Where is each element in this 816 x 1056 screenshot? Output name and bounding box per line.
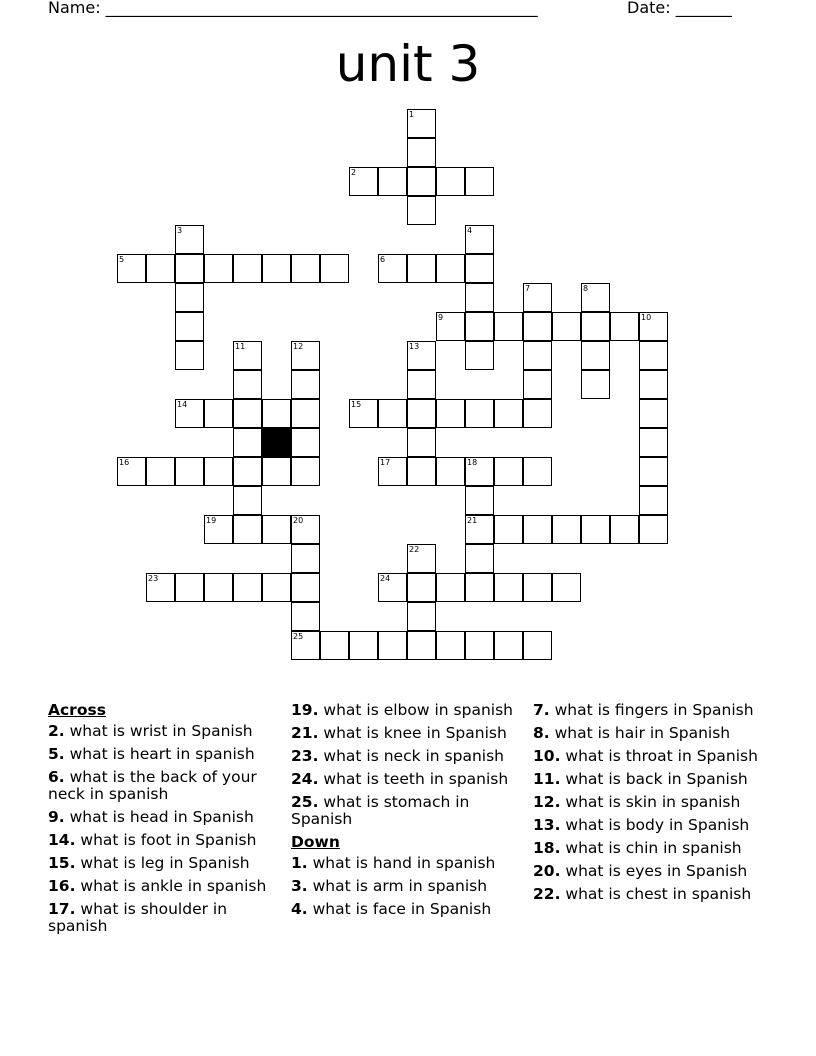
crossword-cell[interactable] bbox=[407, 544, 436, 573]
clue-number: 3 bbox=[177, 226, 183, 235]
clue-number: 4 bbox=[467, 226, 473, 235]
clue-item-text: what is face in Spanish bbox=[312, 900, 492, 918]
crossword-cell[interactable] bbox=[175, 457, 204, 486]
crossword-cell[interactable] bbox=[436, 312, 465, 341]
clue-item-number: 6. bbox=[48, 768, 65, 786]
clue-item-text: what is back in Spanish bbox=[565, 770, 748, 788]
crossword-cell[interactable] bbox=[581, 370, 610, 399]
crossword-cell[interactable] bbox=[436, 399, 465, 428]
clue-item-number: 21. bbox=[291, 724, 319, 742]
clue-item-number: 12. bbox=[533, 793, 561, 811]
clue-item bbox=[291, 725, 523, 742]
clue-item-text: what is hair in Spanish bbox=[554, 724, 731, 742]
clue-item-text: what is heart in spanish bbox=[69, 745, 255, 763]
clue-item-number: 16. bbox=[48, 877, 76, 895]
crossword-cell[interactable] bbox=[175, 283, 204, 312]
crossword-cell[interactable] bbox=[523, 573, 552, 602]
crossword-cell[interactable] bbox=[204, 254, 233, 283]
crossword-cell[interactable] bbox=[175, 341, 204, 370]
clue-item bbox=[291, 855, 523, 872]
crossword-cell[interactable] bbox=[465, 283, 494, 312]
crossword-cell[interactable] bbox=[262, 254, 291, 283]
crossword-cell[interactable] bbox=[523, 399, 552, 428]
crossword-cell[interactable] bbox=[523, 631, 552, 660]
clue-number: 22 bbox=[409, 545, 420, 554]
crossword-cell[interactable] bbox=[320, 631, 349, 660]
clue-item bbox=[533, 748, 765, 765]
crossword-cell[interactable] bbox=[407, 602, 436, 631]
crossword-cell[interactable] bbox=[378, 167, 407, 196]
crossword-cell[interactable] bbox=[523, 370, 552, 399]
crossword-cell[interactable] bbox=[291, 428, 320, 457]
crossword-cell[interactable] bbox=[233, 399, 262, 428]
clue-item-number: 3. bbox=[291, 877, 308, 895]
clue-item-number: 17. bbox=[48, 900, 76, 918]
clue-item bbox=[48, 809, 280, 826]
clue-item-text: what is elbow in spanish bbox=[323, 701, 513, 719]
crossword-cell[interactable] bbox=[175, 254, 204, 283]
crossword-cell[interactable] bbox=[436, 573, 465, 602]
clue-number: 19 bbox=[206, 516, 217, 525]
clue-item-text: what is skin in spanish bbox=[565, 793, 741, 811]
clue-number: 6 bbox=[380, 255, 386, 264]
crossword-cell[interactable] bbox=[581, 312, 610, 341]
clue-item-number: 14. bbox=[48, 831, 76, 849]
clue-item-text: what is the back of your neck in spanish bbox=[48, 768, 257, 803]
crossword-cell[interactable] bbox=[639, 515, 668, 544]
crossword-cell[interactable] bbox=[465, 167, 494, 196]
crossword-cell[interactable] bbox=[610, 515, 639, 544]
clue-item-number: 2. bbox=[48, 722, 65, 740]
crossword-cell[interactable] bbox=[291, 544, 320, 573]
date-field[interactable]: Date: _______ bbox=[627, 0, 732, 17]
clue-item-text: what is throat in Spanish bbox=[565, 747, 758, 765]
crossword-cell[interactable] bbox=[204, 515, 233, 544]
crossword-cell[interactable] bbox=[465, 515, 494, 544]
crossword-cell[interactable] bbox=[523, 457, 552, 486]
crossword-cell[interactable] bbox=[494, 312, 523, 341]
across-heading: Across bbox=[48, 701, 106, 719]
clue-number: 21 bbox=[467, 516, 478, 525]
clue-number: 5 bbox=[119, 255, 125, 264]
clue-number: 14 bbox=[177, 400, 188, 409]
crossword-cell[interactable] bbox=[204, 399, 233, 428]
clue-number: 15 bbox=[351, 400, 362, 409]
clue-item bbox=[291, 878, 523, 895]
crossword-cell[interactable] bbox=[175, 225, 204, 254]
crossword-cell[interactable] bbox=[465, 544, 494, 573]
clue-item bbox=[533, 702, 765, 719]
crossword-cell[interactable] bbox=[233, 486, 262, 515]
clue-item bbox=[48, 769, 280, 803]
crossword-cell[interactable] bbox=[552, 312, 581, 341]
crossword-cell[interactable] bbox=[291, 254, 320, 283]
crossword-cell[interactable] bbox=[465, 486, 494, 515]
clue-item-text: what is chest in spanish bbox=[565, 885, 752, 903]
crossword-cell[interactable] bbox=[639, 486, 668, 515]
crossword-cell[interactable] bbox=[407, 428, 436, 457]
crossword-cell[interactable] bbox=[378, 254, 407, 283]
crossword-cell[interactable] bbox=[494, 457, 523, 486]
clue-number: 25 bbox=[293, 632, 304, 641]
crossword-cell[interactable] bbox=[407, 370, 436, 399]
clue-item-number: 24. bbox=[291, 770, 319, 788]
clue-item-text: what is knee in Spanish bbox=[323, 724, 507, 742]
crossword-cell[interactable] bbox=[291, 631, 320, 660]
crossword-cell[interactable] bbox=[175, 399, 204, 428]
crossword-cell[interactable] bbox=[639, 399, 668, 428]
clue-item bbox=[533, 863, 765, 880]
clue-item-text: what is hand in spanish bbox=[312, 854, 496, 872]
clue-item-number: 18. bbox=[533, 839, 561, 857]
crossword-cell[interactable] bbox=[117, 457, 146, 486]
clue-item-text: what is foot in Spanish bbox=[80, 831, 257, 849]
crossword-cell[interactable] bbox=[407, 167, 436, 196]
clue-item-number: 1. bbox=[291, 854, 308, 872]
clue-number: 13 bbox=[409, 342, 420, 351]
clue-item-number: 5. bbox=[48, 745, 65, 763]
crossword-cell[interactable] bbox=[262, 515, 291, 544]
clue-item bbox=[291, 748, 523, 765]
crossword-cell[interactable] bbox=[378, 573, 407, 602]
clue-item-text: what is arm in spanish bbox=[312, 877, 488, 895]
crossword-cell[interactable] bbox=[494, 631, 523, 660]
crossword-cell[interactable] bbox=[465, 225, 494, 254]
crossword-cell[interactable] bbox=[407, 196, 436, 225]
clue-item bbox=[533, 794, 765, 811]
crossword-cell[interactable] bbox=[204, 457, 233, 486]
crossword-cell[interactable] bbox=[581, 283, 610, 312]
clue-item bbox=[533, 840, 765, 857]
crossword-cell[interactable] bbox=[291, 602, 320, 631]
crossword-cell[interactable] bbox=[465, 457, 494, 486]
clue-number: 24 bbox=[380, 574, 391, 583]
crossword-cell[interactable] bbox=[523, 312, 552, 341]
crossword-cell[interactable] bbox=[233, 428, 262, 457]
clue-item-text: what is wrist in Spanish bbox=[69, 722, 253, 740]
name-field[interactable]: Name: ______________________________________________________ bbox=[48, 0, 538, 17]
clue-item bbox=[291, 771, 523, 788]
clue-item bbox=[291, 794, 523, 828]
crossword-cell[interactable] bbox=[407, 573, 436, 602]
crossword-cell[interactable] bbox=[407, 631, 436, 660]
crossword-cell[interactable] bbox=[291, 515, 320, 544]
crossword-cell[interactable] bbox=[233, 254, 262, 283]
clue-number: 16 bbox=[119, 458, 130, 467]
crossword-cell[interactable] bbox=[291, 457, 320, 486]
crossword-cell[interactable] bbox=[494, 399, 523, 428]
crossword-cell[interactable] bbox=[523, 341, 552, 370]
clue-item-number: 9. bbox=[48, 808, 65, 826]
crossword-cell[interactable] bbox=[465, 254, 494, 283]
crossword-cell[interactable] bbox=[349, 399, 378, 428]
clue-number: 11 bbox=[235, 342, 246, 351]
crossword-cell[interactable] bbox=[204, 573, 233, 602]
clue-item bbox=[48, 878, 280, 895]
clue-number: 20 bbox=[293, 516, 304, 525]
clue-item-number: 7. bbox=[533, 701, 550, 719]
clue-number: 10 bbox=[641, 313, 652, 322]
crossword-cell[interactable] bbox=[465, 573, 494, 602]
clue-item-text: what is eyes in Spanish bbox=[565, 862, 748, 880]
clue-item-text: what is chin in spanish bbox=[565, 839, 742, 857]
crossword-cell[interactable] bbox=[291, 399, 320, 428]
clue-number: 2 bbox=[351, 168, 357, 177]
clue-item-text: what is body in Spanish bbox=[565, 816, 750, 834]
clue-item bbox=[48, 746, 280, 763]
crossword-cell[interactable] bbox=[117, 254, 146, 283]
page-title: unit 3 bbox=[335, 35, 481, 93]
clue-item bbox=[48, 901, 280, 935]
crossword-cell[interactable] bbox=[320, 254, 349, 283]
clue-item-number: 22. bbox=[533, 885, 561, 903]
clue-item-text: what is neck in spanish bbox=[323, 747, 505, 765]
crossword-cell[interactable] bbox=[175, 573, 204, 602]
crossword-cell[interactable] bbox=[146, 573, 175, 602]
clue-number: 12 bbox=[293, 342, 304, 351]
clue-item-text: what is shoulder in spanish bbox=[48, 900, 228, 935]
clue-item-number: 20. bbox=[533, 862, 561, 880]
clue-number: 1 bbox=[409, 110, 415, 119]
crossword-cell[interactable] bbox=[639, 457, 668, 486]
crossword-cell[interactable] bbox=[436, 254, 465, 283]
crossword-cell[interactable] bbox=[465, 312, 494, 341]
clue-item-number: 8. bbox=[533, 724, 550, 742]
clue-number: 7 bbox=[525, 284, 531, 293]
crossword-cell[interactable] bbox=[581, 341, 610, 370]
crossword-cell[interactable] bbox=[291, 573, 320, 602]
crossword-cell[interactable] bbox=[407, 254, 436, 283]
clue-item-text: what is leg in Spanish bbox=[80, 854, 250, 872]
crossword-cell[interactable] bbox=[175, 312, 204, 341]
crossword-cell[interactable] bbox=[494, 573, 523, 602]
clue-column bbox=[291, 702, 523, 924]
clue-item-number: 19. bbox=[291, 701, 319, 719]
crossword-cell[interactable] bbox=[378, 631, 407, 660]
clue-item bbox=[48, 832, 280, 849]
clue-item-text: what is fingers in Spanish bbox=[554, 701, 754, 719]
crossword-cell[interactable] bbox=[639, 370, 668, 399]
crossword-cell[interactable] bbox=[523, 283, 552, 312]
crossword-cell[interactable] bbox=[233, 370, 262, 399]
down-heading: Down bbox=[291, 833, 340, 851]
crossword-cell[interactable] bbox=[262, 399, 291, 428]
clue-number: 9 bbox=[438, 313, 444, 322]
clue-item bbox=[48, 855, 280, 872]
crossword-cell[interactable] bbox=[349, 167, 378, 196]
crossword-cell[interactable] bbox=[262, 457, 291, 486]
crossword-cell[interactable] bbox=[146, 457, 175, 486]
crossword-cell[interactable] bbox=[233, 515, 262, 544]
crossword-cell[interactable] bbox=[523, 515, 552, 544]
clue-item bbox=[533, 817, 765, 834]
crossword-cell[interactable] bbox=[378, 457, 407, 486]
crossword-cell[interactable] bbox=[436, 167, 465, 196]
clue-item-text: what is teeth in spanish bbox=[323, 770, 509, 788]
clue-item-number: 25. bbox=[291, 793, 319, 811]
crossword-cell[interactable] bbox=[146, 254, 175, 283]
crossword-cell[interactable] bbox=[233, 341, 262, 370]
crossword-cell[interactable] bbox=[465, 341, 494, 370]
clue-number: 17 bbox=[380, 458, 391, 467]
crossword-cell[interactable] bbox=[436, 457, 465, 486]
crossword-cell[interactable] bbox=[552, 573, 581, 602]
clue-number: 8 bbox=[583, 284, 589, 293]
clue-item-number: 15. bbox=[48, 854, 76, 872]
crossword-cell[interactable] bbox=[639, 312, 668, 341]
crossword-cell[interactable] bbox=[581, 515, 610, 544]
crossword-cell[interactable] bbox=[407, 399, 436, 428]
clue-column bbox=[48, 702, 280, 941]
clue-item-text: what is head in Spanish bbox=[69, 808, 254, 826]
crossword-cell[interactable] bbox=[233, 573, 262, 602]
crossword-cell[interactable] bbox=[291, 341, 320, 370]
crossword-cell[interactable] bbox=[407, 138, 436, 167]
crossword-cell[interactable] bbox=[233, 457, 262, 486]
clue-item-number: 11. bbox=[533, 770, 561, 788]
crossword-cell[interactable] bbox=[407, 457, 436, 486]
clue-item bbox=[48, 723, 280, 740]
clue-column bbox=[533, 702, 765, 909]
crossword-cell[interactable] bbox=[407, 341, 436, 370]
crossword-cell[interactable] bbox=[436, 631, 465, 660]
clue-item bbox=[533, 886, 765, 903]
crossword-cell[interactable] bbox=[465, 631, 494, 660]
crossword-cell[interactable] bbox=[465, 399, 494, 428]
clue-item-number: 4. bbox=[291, 900, 308, 918]
clue-item bbox=[291, 702, 523, 719]
clue-item-number: 23. bbox=[291, 747, 319, 765]
crossword-cell[interactable] bbox=[639, 341, 668, 370]
crossword-cell[interactable] bbox=[494, 515, 523, 544]
clue-item bbox=[291, 901, 523, 918]
crossword-cell[interactable] bbox=[407, 109, 436, 138]
clue-number: 23 bbox=[148, 574, 159, 583]
crossword-cell[interactable] bbox=[291, 370, 320, 399]
clue-item-number: 10. bbox=[533, 747, 561, 765]
clue-item bbox=[533, 725, 765, 742]
crossword-cell[interactable] bbox=[610, 312, 639, 341]
clue-number: 18 bbox=[467, 458, 478, 467]
clue-item-text: what is ankle in spanish bbox=[80, 877, 267, 895]
crossword-cell[interactable] bbox=[378, 399, 407, 428]
clue-item-text: what is stomach in Spanish bbox=[291, 793, 470, 828]
crossword-cell[interactable] bbox=[552, 515, 581, 544]
clue-item bbox=[533, 771, 765, 788]
black-square bbox=[262, 428, 291, 457]
crossword-cell[interactable] bbox=[262, 573, 291, 602]
crossword-cell[interactable] bbox=[349, 631, 378, 660]
clue-item-number: 13. bbox=[533, 816, 561, 834]
crossword-cell[interactable] bbox=[639, 428, 668, 457]
